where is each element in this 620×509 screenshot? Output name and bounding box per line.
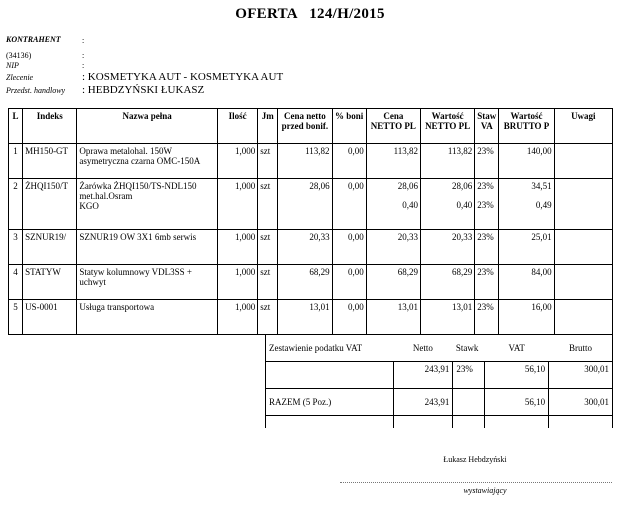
razem-brutto: 300,01 [549, 389, 613, 416]
vat-col-vat: VAT [485, 335, 549, 362]
document-title: OFERTA 124/H/2015 [235, 6, 385, 22]
kontrahent-label: KONTRAHENT [6, 35, 61, 44]
vat-col-stawka: Stawk [453, 335, 485, 362]
razem-vat: 56,10 [485, 389, 549, 416]
vat-stawka: 23% [453, 362, 485, 389]
client-code: (34136) [6, 51, 32, 60]
zlecenie-label: Zlecenie [6, 73, 34, 82]
razem-label: RAZEM (5 Poz.) [266, 389, 394, 416]
col-uwagi: Uwagi [554, 109, 612, 144]
vat-brutto: 300,01 [549, 362, 613, 389]
col-boni: % boni [332, 109, 366, 144]
vat-amount: 56,10 [485, 362, 549, 389]
signer-name: Łukasz Hebdzyński [443, 455, 507, 464]
vat-header-row [266, 335, 613, 362]
przedst-label: Przedst. handlowy [6, 86, 66, 95]
vat-netto: 243,91 [393, 362, 453, 389]
col-nazwa: Nazwa pełna [77, 109, 218, 144]
col-indeks: Indeks [23, 109, 77, 144]
nip-value: : [82, 61, 85, 70]
przedst-value: : HEBDZYŃSKI ŁUKASZ [82, 84, 205, 96]
col-cena: Cena NETTO PL [366, 109, 420, 144]
table-row: 2 ŻHQI150/T Żarówka ŻHQI150/TS-NDL150 met.hal.Osram KGO 1,000 szt 28,06 0,00 28,06 0,40 28,06 0,40 23% 23% 34,51 0,49 [9, 179, 613, 230]
table-header [9, 109, 613, 144]
col-ilosc: Ilość [218, 109, 258, 144]
col-jm: Jm [258, 109, 278, 144]
table-row: 5 US-0001 Usługa transportowa 1,000 szt 13,01 0,00 13,01 13,01 23% 16,00 [9, 300, 613, 335]
col-brutto: Wartość BRUTTO P [499, 109, 554, 144]
client-code-value: : [82, 51, 85, 60]
vat-summary-table [265, 334, 613, 428]
signer-role: wystawiający [463, 486, 507, 495]
col-staw: Staw VA [475, 109, 499, 144]
nip-label: NIP [6, 61, 19, 70]
razem-netto: 243,91 [393, 389, 453, 416]
vat-summary-label: Zestawienie podatku VAT [266, 335, 394, 362]
vat-col-brutto: Brutto [549, 335, 613, 362]
col-cena-netto: Cena netto przed bonif. [278, 109, 332, 144]
vat-values-row [266, 362, 613, 389]
kontrahent-value: : [82, 36, 85, 45]
table-row: 4 STATYW Statyw kolumnowy VDL3SS + uchwyt 1,000 szt 68,29 0,00 68,29 68,29 23% 84,00 [9, 265, 613, 300]
vat-total-row [266, 389, 613, 416]
col-l: L [9, 109, 23, 144]
table-row: 3 SZNUR19/ SZNUR19 OW 3X1 6mb serwis 1,000 szt 20,33 0,00 20,33 20,33 23% 25,01 [9, 230, 613, 265]
zlecenie-value: : KOSMETYKA AUT - KOSMETYKA AUT [82, 71, 284, 83]
items-table [8, 108, 613, 335]
table-row: 1 MH150-GT Oprawa metalohal. 150W asymetryczna czarna OMC-150A 1,000 szt 113,82 0,00 113,82 113,82 23% 140,00 [9, 144, 613, 179]
vat-col-netto: Netto [393, 335, 453, 362]
col-wartosc: Wartość NETTO PL [420, 109, 474, 144]
signature-line [340, 482, 612, 483]
